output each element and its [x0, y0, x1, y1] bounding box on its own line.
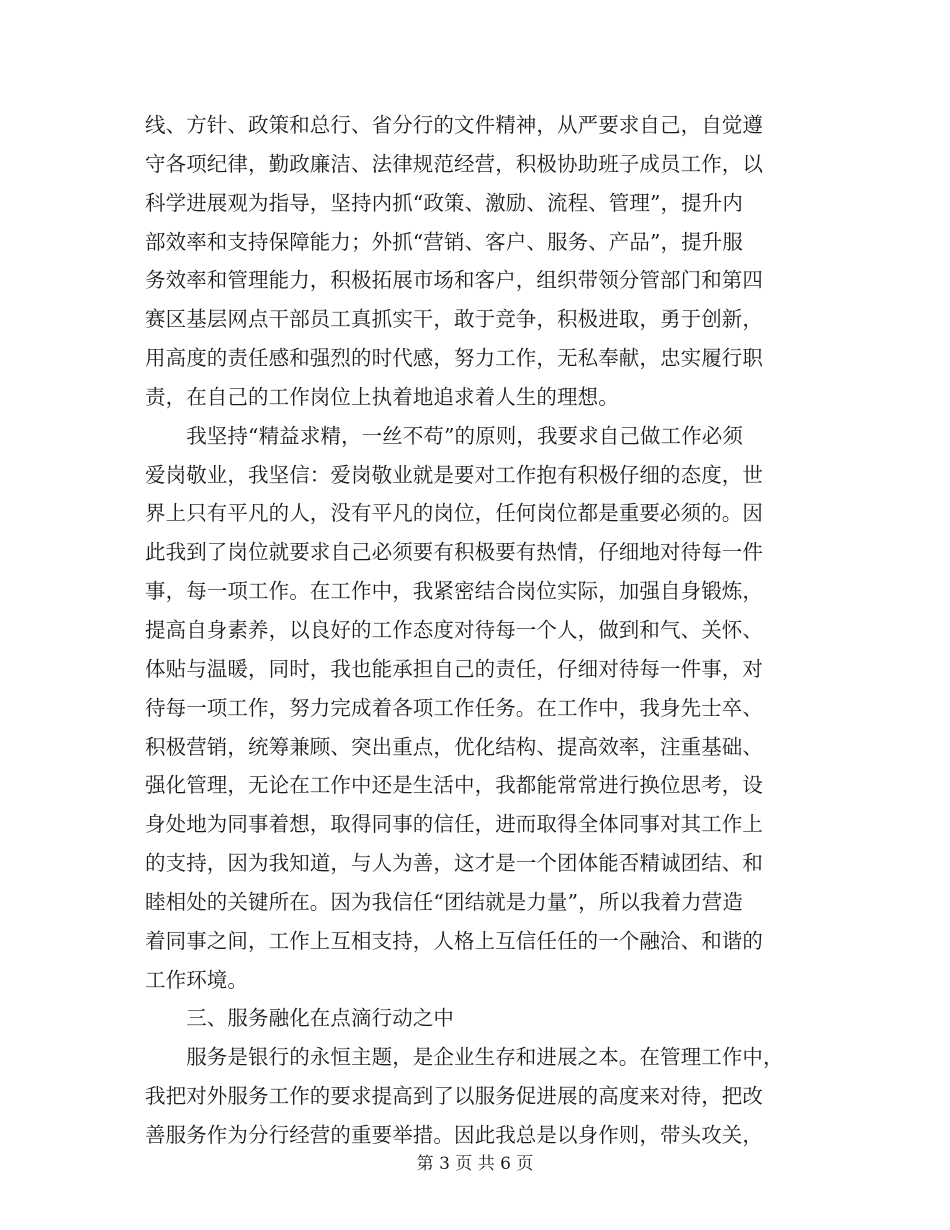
text-line: 此我到了岗位就要求自己必须要有积极要有热情，仔细地对待每一件 — [145, 540, 763, 565]
text-line: 待每一项工作，努力完成着各项工作任务。在工作中，我身先士卒、 — [145, 695, 763, 720]
text-line: 积极营销，统筹兼顾、突出重点，优化结构、提高效率，注重基础、 — [145, 734, 763, 759]
text-line: 用高度的责任感和强烈的时代感，努力工作，无私奉献，忠实履行职 — [145, 346, 763, 371]
text-line: 我把对外服务工作的要求提高到了以服务促进展的高度来对待，把改 — [145, 1084, 763, 1109]
text-line: 着同事之间，工作上互相支持，人格上互信任任的一个融洽、和谐的 — [145, 928, 763, 953]
text-line: 睦相处的关键所在。因为我信任“团结就是力量”，所以我着力营造 — [145, 889, 743, 914]
text-line: 责，在自己的工作岗位上执着地追求着人生的理想。 — [145, 384, 619, 409]
text-line: 体贴与温暖，同时，我也能承担自己的责任，仔细对待每一件事，对 — [145, 656, 763, 681]
text-line: 线、方针、政策和总行、省分行的文件精神，从严要求自己，自觉遵 — [145, 113, 763, 137]
text-line: 三、服务融化在点滴行动之中 — [145, 1006, 454, 1031]
page-footer: 第 3 页 共 6 页 — [416, 1154, 534, 1174]
text-line: 部效率和支持保障能力；外抓“营销、客户、服务、产品”，提升服 — [145, 229, 743, 254]
text-line: 赛区基层网点干部员工真抓实干，敢于竞争，积极进取，勇于创新， — [145, 307, 763, 332]
text-line: 我坚持“精益求精，一丝不苟”的原则，我要求自己做工作必须 — [145, 423, 743, 448]
text-line: 善服务作为分行经营的重要举措。因此我总是以身作则，带头攻关， — [145, 1122, 763, 1147]
text-line: 务效率和管理能力，积极拓展市场和客户，组织带领分管部门和第四 — [145, 268, 763, 293]
text-line: 强化管理，无论在工作中还是生活中，我都能常常进行换位思考，设 — [145, 773, 763, 798]
text-line: 工作环境。 — [145, 967, 248, 992]
text-line: 服务是银行的永恒主题，是企业生存和进展之本。在管理工作中， — [145, 1045, 784, 1070]
text-line: 的支持，因为我知道，与人为善，这才是一个团体能否精诚团结、和 — [145, 851, 763, 876]
document-body — [145, 106, 805, 1155]
text-line: 爱岗敬业，我坚信：爱岗敬业就是要对工作抱有积极仔细的态度，世 — [145, 462, 763, 487]
text-line: 界上只有平凡的人，没有平凡的岗位，任何岗位都是重要必须的。因 — [145, 501, 763, 526]
text-line: 提高自身素养，以良好的工作态度对待每一个人，做到和气、关怀、 — [145, 617, 763, 642]
text-line: 身处地为同事着想，取得同事的信任，进而取得全体同事对其工作上 — [145, 812, 763, 837]
text-line: 守各项纪律，勤政廉洁、法律规范经营，积极协助班子成员工作，以 — [145, 151, 763, 176]
text-line: 事，每一项工作。在工作中，我紧密结合岗位实际，加强自身锻炼， — [145, 579, 763, 604]
text-line: 科学进展观为指导，坚持内抓“政策、激励、流程、管理”，提升内 — [145, 190, 743, 215]
